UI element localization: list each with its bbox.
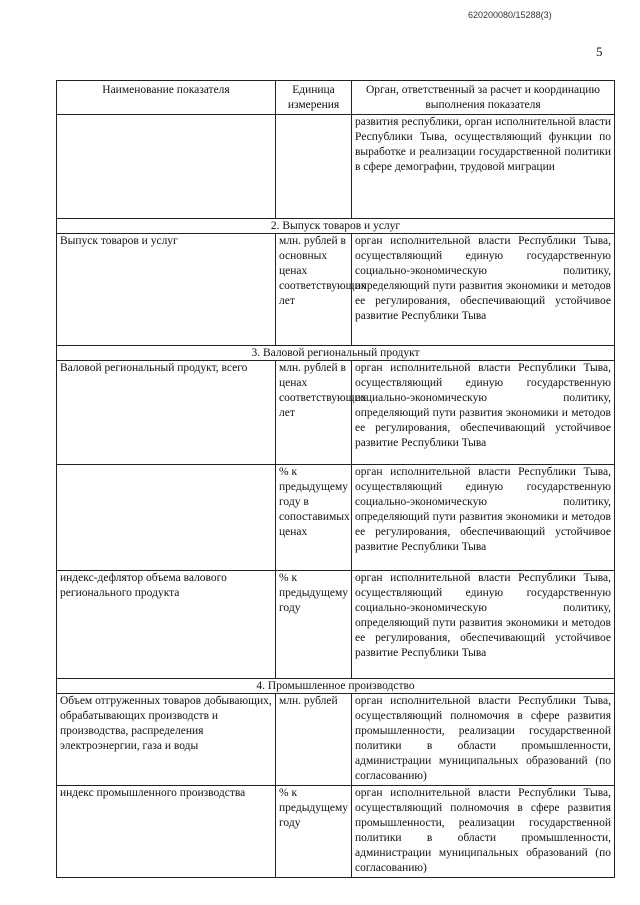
indicators-table bbox=[56, 80, 615, 878]
cell-org: орган исполнительной власти Республики Тыва, осуществляющий единую государственную социально-экономическую политику, определяющий пути развития экономики и методов ее регулирования, обеспечивающий устойчивое развитие Республики Тыва bbox=[352, 234, 615, 346]
table-row bbox=[57, 786, 615, 878]
section-title: 2. Выпуск товаров и услуг bbox=[57, 219, 615, 234]
column-header-unit: Единица измерения bbox=[276, 81, 352, 115]
cell-unit: млн. рублей в ценах соответствующих лет bbox=[276, 361, 352, 465]
table-row bbox=[57, 465, 615, 571]
cell-name: Объем отгруженных товаров добывающих, обрабатывающих производств и производства, распределения электроэнергии, газа и воды bbox=[57, 694, 276, 786]
cell-org: орган исполнительной власти Республики Тыва, осуществляющий единую государственную социально-экономическую политику, определяющий пути развития экономики и методов ее регулирования, обеспечивающий устойчивое развитие Республики Тыва bbox=[352, 571, 615, 679]
cell-org: орган исполнительной власти Республики Тыва, осуществляющий полномочия в сфере развития промышленности, реализации государственной политики в области промышленности, администрации муниципальных образований (по согласованию) bbox=[352, 786, 615, 878]
section-title: 4. Промышленное производство bbox=[57, 679, 615, 694]
cell-unit: % к предыдущему году в сопоставимых ценах bbox=[276, 465, 352, 571]
cell-name bbox=[57, 115, 276, 219]
section-header bbox=[57, 679, 615, 694]
column-header-name: Наименование показателя bbox=[57, 81, 276, 115]
cell-name: Выпуск товаров и услуг bbox=[57, 234, 276, 346]
cell-name: индекс-дефлятор объема валового регионального продукта bbox=[57, 571, 276, 679]
cell-unit: % к предыдущему году bbox=[276, 571, 352, 679]
table-row bbox=[57, 361, 615, 465]
table-row bbox=[57, 115, 615, 219]
cell-org: орган исполнительной власти Республики Тыва, осуществляющий полномочия в сфере развития промышленности, реализации государственной политики в области промышленности, администрации муниципальных образований (по согласованию) bbox=[352, 694, 615, 786]
section-title: 3. Валовой региональный продукт bbox=[57, 346, 615, 361]
cell-unit: % к предыдущему году bbox=[276, 786, 352, 878]
cell-org: орган исполнительной власти Республики Тыва, осуществляющий единую государственную социально-экономическую политику, определяющий пути развития экономики и методов ее регулирования, обеспечивающий устойчивое развитие Республики Тыва bbox=[352, 361, 615, 465]
section-header bbox=[57, 219, 615, 234]
cell-unit: млн. рублей bbox=[276, 694, 352, 786]
section-header bbox=[57, 346, 615, 361]
table-header-row bbox=[57, 81, 615, 115]
table-row bbox=[57, 234, 615, 346]
cell-unit bbox=[276, 115, 352, 219]
cell-org: развития республики, орган исполнительной власти Республики Тыва, осуществляющий функции по выработке и реализации государственной политики в сфере демографии, трудовой миграции bbox=[352, 115, 615, 219]
cell-name: Валовой региональный продукт, всего bbox=[57, 361, 276, 465]
table-row bbox=[57, 694, 615, 786]
document-code: 620200080/15288(3) bbox=[468, 10, 552, 20]
cell-org: орган исполнительной власти Республики Тыва, осуществляющий единую государственную социально-экономическую политику, определяющий пути развития экономики и методов ее регулирования, обеспечивающий устойчивое развитие Республики Тыва bbox=[352, 465, 615, 571]
cell-unit: млн. рублей в основных ценах соответствующих лет bbox=[276, 234, 352, 346]
column-header-org: Орган, ответственный за расчет и координацию выполнения показателя bbox=[352, 81, 615, 115]
cell-name: индекс промышленного производства bbox=[57, 786, 276, 878]
cell-name bbox=[57, 465, 276, 571]
page-number: 5 bbox=[596, 44, 603, 59]
table-row bbox=[57, 571, 615, 679]
